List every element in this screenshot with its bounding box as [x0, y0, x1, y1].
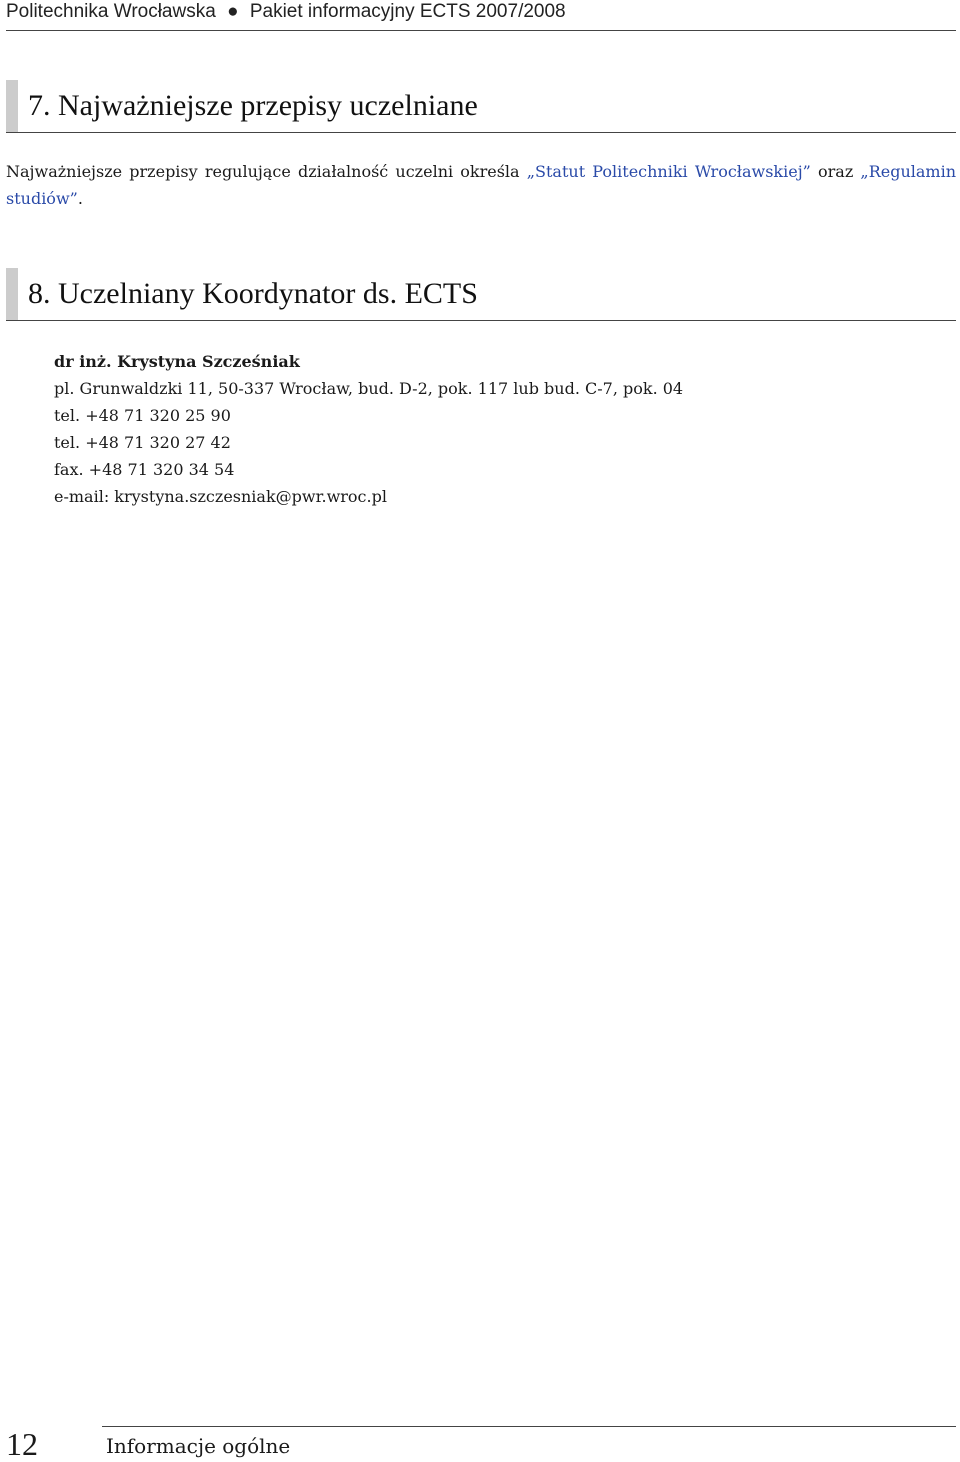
link-regulamin[interactable]: „Regulamin studiów” [6, 162, 957, 208]
section-7-title: 7. Najważniejsze przepisy uczelniane [28, 89, 478, 122]
coordinator-phone-2: tel. +48 71 320 27 42 [54, 433, 231, 452]
footer-rule [102, 1426, 956, 1427]
footer-chapter: Informacje ogólne [106, 1434, 291, 1458]
section-8-heading [6, 268, 956, 321]
coordinator-contact [54, 348, 934, 510]
section-8-title: 8. Uczelniany Koordynator ds. ECTS [28, 277, 478, 310]
link-statut[interactable]: „Statut Politechniki Wrocławskiej” [526, 162, 811, 181]
section-7-heading [6, 80, 956, 133]
header-publication: Pakiet informacyjny ECTS 2007/2008 [249, 1, 566, 22]
coordinator-name: dr inż. Krystyna Szcześniak [54, 352, 300, 371]
running-header [6, 0, 956, 31]
coordinator-phone-1: tel. +48 71 320 25 90 [54, 406, 231, 425]
paragraph-text-middle: oraz [810, 162, 861, 181]
heading-bar [6, 80, 18, 132]
heading-bar [6, 268, 18, 320]
coordinator-address: pl. Grunwaldzki 11, 50-337 Wrocław, bud. D-2, pok. 117 lub bud. C-7, pok. 04 [54, 379, 684, 398]
page-number: 12 [6, 1426, 38, 1462]
section-7-paragraph [6, 158, 956, 212]
paragraph-text-after: . [77, 189, 83, 208]
coordinator-fax: fax. +48 71 320 34 54 [54, 460, 235, 479]
paragraph-text-before: Najważniejsze przepisy regulujące działalność uczelni określa [6, 162, 527, 181]
page-footer [6, 1426, 956, 1461]
header-separator: ● [227, 1, 239, 22]
header-institution: Politechnika Wrocławska [6, 1, 216, 22]
coordinator-email[interactable]: e-mail: krystyna.szczesniak@pwr.wroc.pl [54, 487, 387, 506]
